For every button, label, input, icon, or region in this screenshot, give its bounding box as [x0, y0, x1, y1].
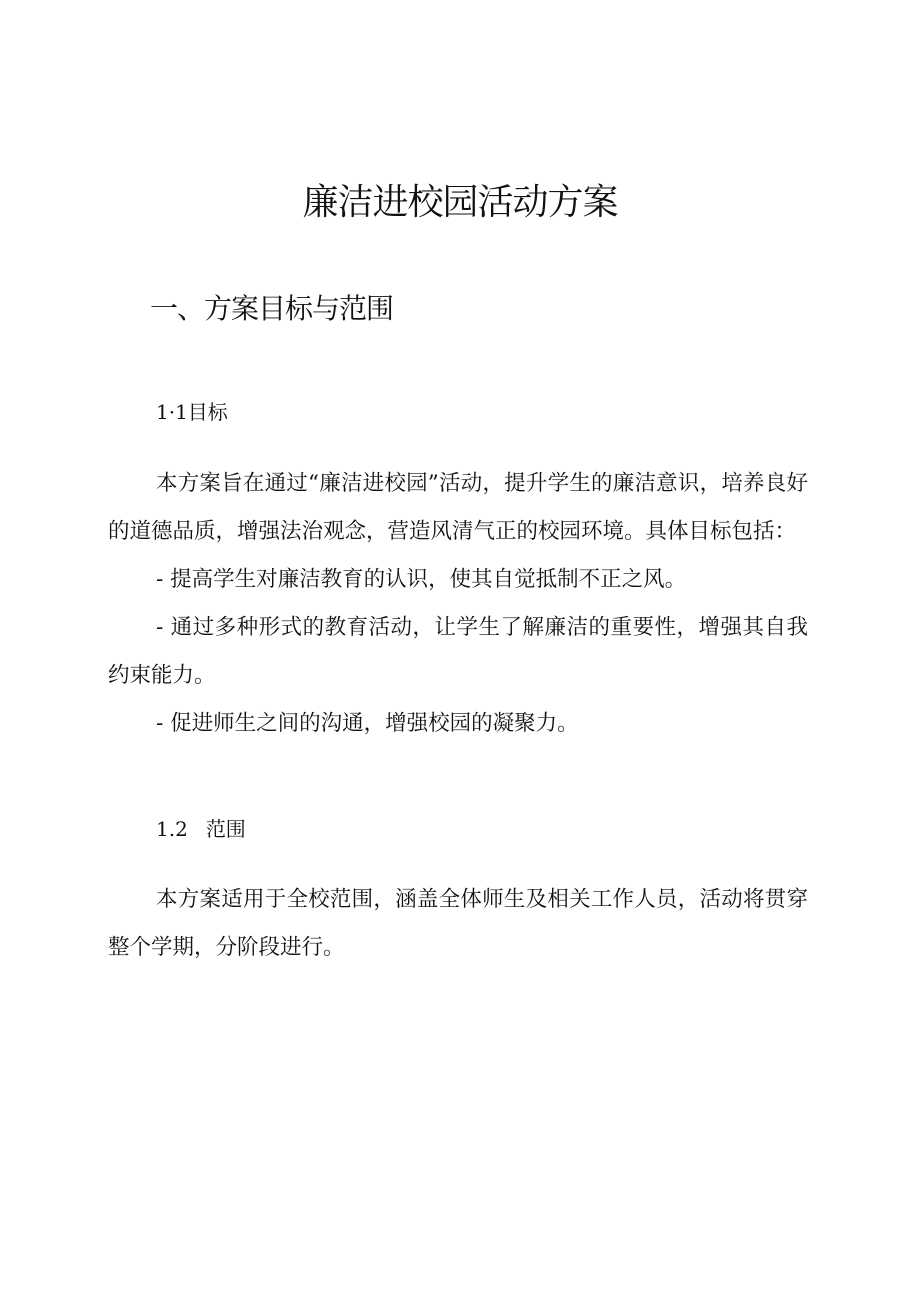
- goal-bullet-3: - 促进师生之间的沟通，增强校园的凝聚力。: [156, 711, 579, 736]
- document-title: 廉洁进校园活动方案: [302, 182, 618, 223]
- goals-paragraph: 本方案旨在通过“廉洁进校园”活动，提升学生的廉洁意识，培养良好的道德品质，增强法治观念，营造风清气正的校园环境。具体目标包括：: [108, 471, 808, 544]
- scope-paragraph: 本方案适用于全校范围，涵盖全体师生及相关工作人员，活动将贯穿整个学期，分阶段进行。: [108, 887, 808, 960]
- subheading-scope-number: 1.2: [156, 817, 188, 841]
- subheading-scope-label: 范围: [205, 817, 246, 841]
- subheading-scope: [156, 814, 246, 844]
- goal-bullet-1: - 提高学生对廉洁教育的认识，使其自觉抵制不正之风。: [156, 567, 687, 592]
- goal-bullet-2: - 通过多种形式的教育活动，让学生了解廉洁的重要性，增强其自我约束能力。: [108, 615, 808, 688]
- subheading-goals: 1·1目标: [156, 400, 228, 424]
- section-heading-goals-scope: 一、方案目标与范围: [150, 292, 394, 325]
